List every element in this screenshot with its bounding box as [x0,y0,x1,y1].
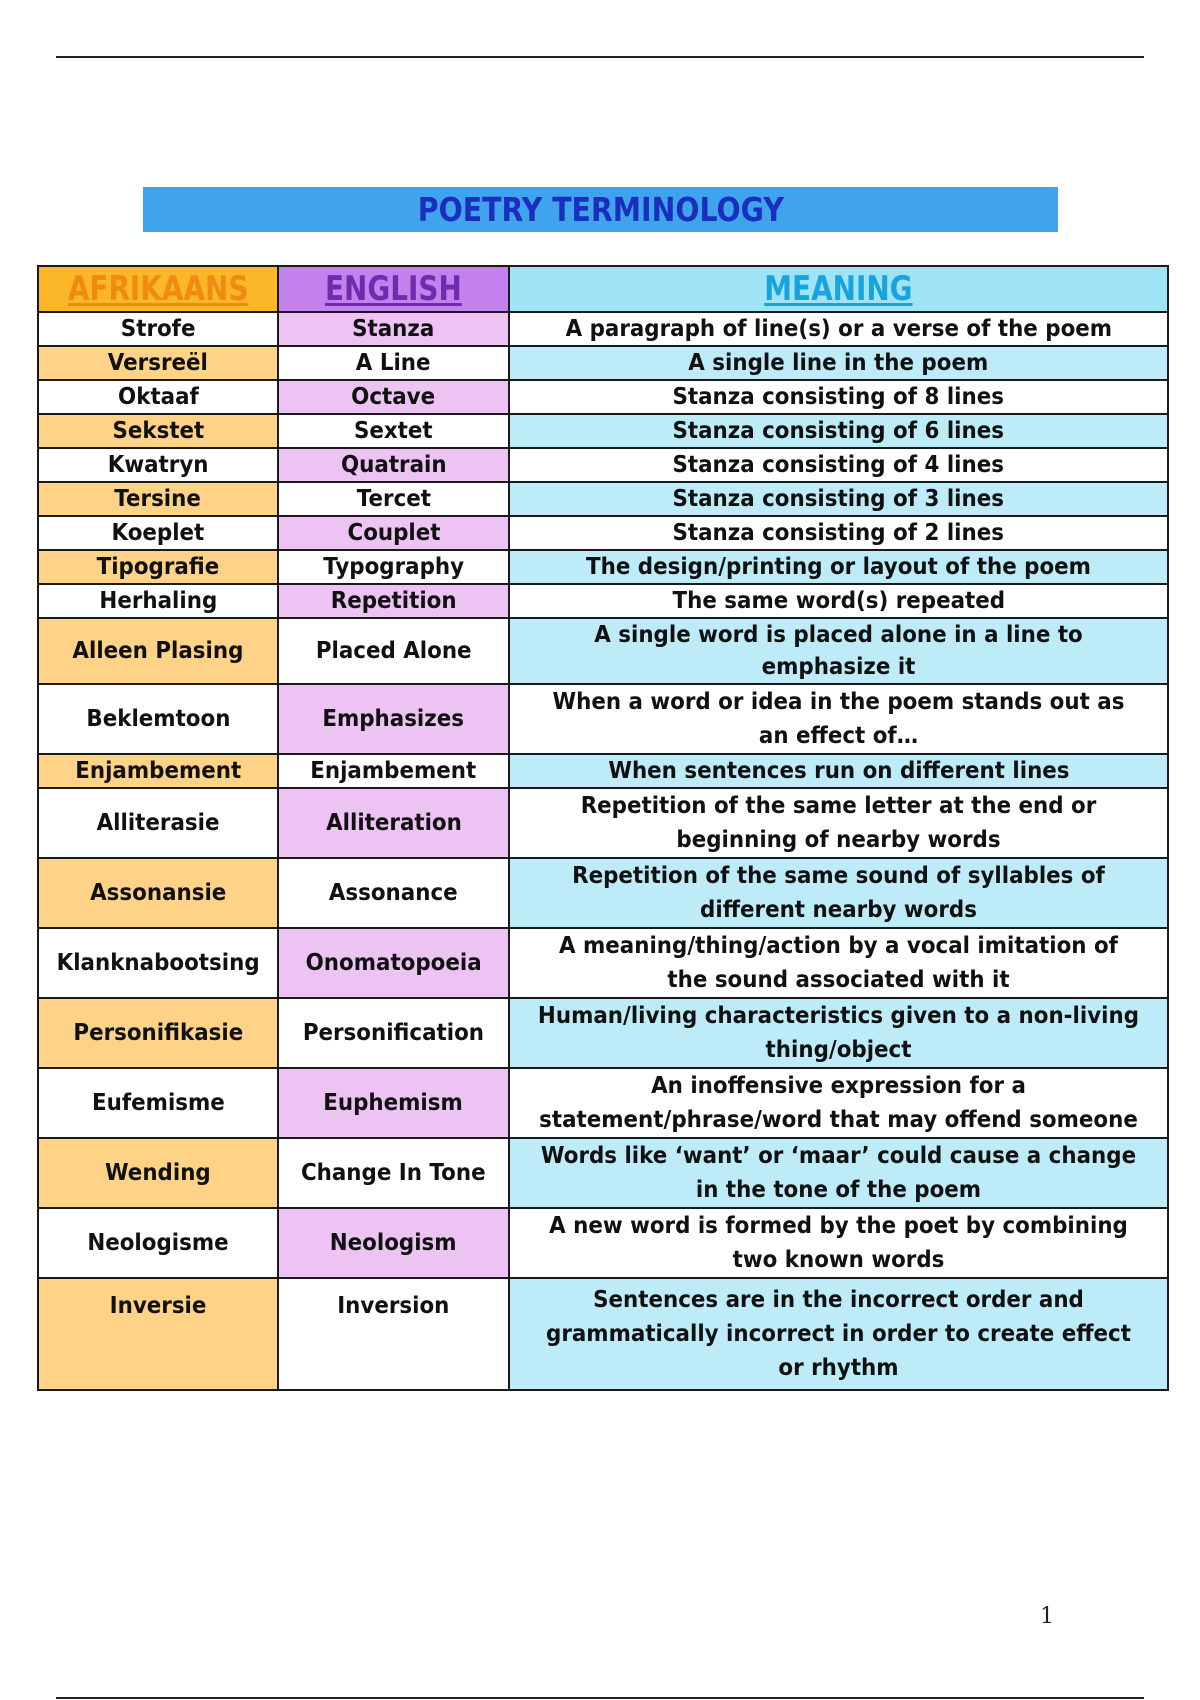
table-row [38,584,1168,618]
cell-english: Personification [278,998,509,1068]
cell-meaning: A paragraph of line(s) or a verse of the poem [509,312,1168,346]
cell-meaning: A single line in the poem [509,346,1168,380]
cell-afrikaans: Tipografie [38,550,278,584]
cell-afrikaans: Alleen Plasing [38,618,278,684]
cell-meaning: A single word is placed alone in a line to emphasize it [509,618,1168,684]
table-row [38,1138,1168,1208]
cell-meaning: When a word or idea in the poem stands out as an effect of… [509,684,1168,754]
cell-meaning: Stanza consisting of 4 lines [509,448,1168,482]
cell-english: Typography [278,550,509,584]
cell-meaning: Sentences are in the incorrect order and grammatically incorrect in order to create effect or rhythm [509,1278,1168,1390]
cell-afrikaans: Oktaaf [38,380,278,414]
cell-afrikaans: Personifikasie [38,998,278,1068]
header-english: ENGLISH [278,266,509,312]
terminology-table [37,265,1169,1391]
cell-meaning: Stanza consisting of 8 lines [509,380,1168,414]
cell-afrikaans: Inversie [38,1278,278,1390]
table-row [38,998,1168,1068]
cell-meaning: A meaning/thing/action by a vocal imitation of the sound associated with it [509,928,1168,998]
cell-meaning: An inoffensive expression for a statement/phrase/word that may offend someone [509,1068,1168,1138]
cell-afrikaans: Tersine [38,482,278,516]
cell-english: Couplet [278,516,509,550]
cell-meaning: When sentences run on different lines [509,754,1168,788]
page-title: POETRY TERMINOLOGY [143,187,1058,232]
header-meaning: MEANING [509,266,1168,312]
table-row [38,684,1168,754]
table-row [38,754,1168,788]
cell-meaning: Human/living characteristics given to a non-living thing/object [509,998,1168,1068]
cell-meaning: A new word is formed by the poet by combining two known words [509,1208,1168,1278]
cell-english: Enjambement [278,754,509,788]
table-row [38,516,1168,550]
header-afrikaans: AFRIKAANS [38,266,278,312]
cell-meaning: Repetition of the same sound of syllables of different nearby words [509,858,1168,928]
table-header-row [38,266,1168,312]
cell-afrikaans: Versreël [38,346,278,380]
cell-english: Sextet [278,414,509,448]
cell-meaning: Words like ‘want’ or ‘maar’ could cause a change in the tone of the poem [509,1138,1168,1208]
cell-meaning: Stanza consisting of 3 lines [509,482,1168,516]
cell-english: Alliteration [278,788,509,858]
table-row [38,482,1168,516]
top-rule [56,56,1144,58]
cell-afrikaans: Koeplet [38,516,278,550]
cell-english: Placed Alone [278,618,509,684]
cell-english: Euphemism [278,1068,509,1138]
table-row [38,414,1168,448]
table-row [38,618,1168,684]
cell-english: Change In Tone [278,1138,509,1208]
cell-afrikaans: Eufemisme [38,1068,278,1138]
cell-meaning: The design/printing or layout of the poem [509,550,1168,584]
cell-english: Emphasizes [278,684,509,754]
cell-afrikaans: Enjambement [38,754,278,788]
table-row [38,346,1168,380]
table-row [38,448,1168,482]
cell-afrikaans: Sekstet [38,414,278,448]
table-row [38,312,1168,346]
cell-english: Assonance [278,858,509,928]
cell-afrikaans: Wending [38,1138,278,1208]
table-row [38,380,1168,414]
cell-meaning: Stanza consisting of 6 lines [509,414,1168,448]
table-row [38,550,1168,584]
cell-afrikaans: Herhaling [38,584,278,618]
bottom-rule [56,1697,1144,1699]
cell-afrikaans: Alliterasie [38,788,278,858]
cell-meaning: The same word(s) repeated [509,584,1168,618]
table-row [38,788,1168,858]
cell-afrikaans: Klanknabootsing [38,928,278,998]
cell-english: Neologism [278,1208,509,1278]
cell-english: Repetition [278,584,509,618]
cell-english: Octave [278,380,509,414]
cell-english: Stanza [278,312,509,346]
cell-afrikaans: Assonansie [38,858,278,928]
cell-afrikaans: Kwatryn [38,448,278,482]
cell-afrikaans: Neologisme [38,1208,278,1278]
table-row [38,1278,1168,1390]
table-row [38,928,1168,998]
cell-afrikaans: Strofe [38,312,278,346]
cell-afrikaans: Beklemtoon [38,684,278,754]
cell-meaning: Repetition of the same letter at the end or beginning of nearby words [509,788,1168,858]
cell-meaning: Stanza consisting of 2 lines [509,516,1168,550]
table-row [38,858,1168,928]
cell-english: Inversion [278,1278,509,1390]
cell-english: Quatrain [278,448,509,482]
cell-english: A Line [278,346,509,380]
cell-english: Onomatopoeia [278,928,509,998]
table-row [38,1068,1168,1138]
cell-english: Tercet [278,482,509,516]
table-row [38,1208,1168,1278]
page-number: 1 [1040,1604,1054,1629]
